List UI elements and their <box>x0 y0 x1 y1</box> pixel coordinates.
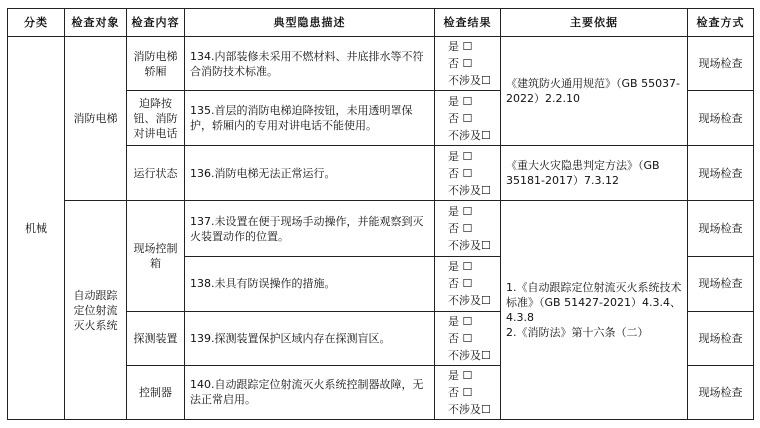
method-cell: 现场检查 <box>688 201 754 256</box>
object-cell-elevator: 消防电梯 <box>65 37 127 201</box>
hazard-cell: 138.未具有防误操作的措施。 <box>185 256 435 311</box>
object-cell-water-cannon: 自动跟踪定位射流灭火系统 <box>65 201 127 420</box>
header-category: 分类 <box>8 9 65 37</box>
result-na-checkbox[interactable]: 不涉及☐ <box>448 294 491 308</box>
result-no-checkbox[interactable]: 否 ☐ <box>448 111 473 125</box>
method-cell: 现场检查 <box>688 365 754 419</box>
basis-cell: 1.《自动跟踪定位射流灭火系统技术标准》（GB 51427-2021）4.3.4、4.3.8 2.《消防法》第十六条（二） <box>501 201 688 420</box>
method-cell: 现场检查 <box>688 91 754 146</box>
result-na-checkbox[interactable]: 不涉及☐ <box>448 183 491 197</box>
result-na-checkbox[interactable]: 不涉及☐ <box>448 74 491 88</box>
content-cell: 运行状态 <box>127 146 185 201</box>
result-na-checkbox[interactable]: 不涉及☐ <box>448 128 491 142</box>
result-no-checkbox[interactable]: 否 ☐ <box>448 57 473 71</box>
hazard-cell: 136.消防电梯无法正常运行。 <box>185 146 435 201</box>
result-yes-checkbox[interactable]: 是 ☐ <box>448 149 473 163</box>
result-na-checkbox[interactable]: 不涉及☐ <box>448 348 491 362</box>
result-na-checkbox[interactable]: 不涉及☐ <box>448 402 491 416</box>
result-cell <box>435 256 501 311</box>
hazard-cell: 135.首层的消防电梯迫降按钮，未用透明罩保护，轿厢内的专用对讲电话不能使用。 <box>185 91 435 146</box>
result-no-checkbox[interactable]: 否 ☐ <box>448 277 473 291</box>
table-row <box>8 201 754 256</box>
method-cell: 现场检查 <box>688 256 754 311</box>
result-yes-checkbox[interactable]: 是 ☐ <box>448 368 473 382</box>
content-cell: 探测装置 <box>127 311 185 365</box>
hazard-cell: 139.探测装置保护区域内存在探测盲区。 <box>185 311 435 365</box>
result-no-checkbox[interactable]: 否 ☐ <box>448 331 473 345</box>
result-cell <box>435 91 501 146</box>
header-basis: 主要依据 <box>501 9 688 37</box>
method-cell: 现场检查 <box>688 37 754 91</box>
result-cell <box>435 37 501 91</box>
result-cell <box>435 146 501 201</box>
hazard-cell: 137.未设置在便于现场手动操作，并能观察到灭火装置动作的位置。 <box>185 201 435 256</box>
header-object: 检查对象 <box>65 9 127 37</box>
header-row <box>8 9 754 37</box>
content-cell: 控制器 <box>127 365 185 419</box>
content-cell: 现场控制箱 <box>127 201 185 311</box>
hazard-cell: 134.内部装修未采用不燃材料、井底排水等不符合消防技术标准。 <box>185 37 435 91</box>
header-hazard: 典型隐患描述 <box>185 9 435 37</box>
basis-cell: 《建筑防火通用规范》（GB 55037-2022）2.2.10 <box>501 37 688 146</box>
method-cell: 现场检查 <box>688 146 754 201</box>
hazard-cell: 140.自动跟踪定位射流灭火系统控制器故障，无法正常启用。 <box>185 365 435 419</box>
result-yes-checkbox[interactable]: 是 ☐ <box>448 314 473 328</box>
hazard-checklist-table <box>7 8 754 420</box>
result-cell <box>435 365 501 419</box>
header-content: 检查内容 <box>127 9 185 37</box>
result-no-checkbox[interactable]: 否 ☐ <box>448 222 473 236</box>
result-yes-checkbox[interactable]: 是 ☐ <box>448 40 473 54</box>
content-cell: 消防电梯轿厢 <box>127 37 185 91</box>
header-result: 检查结果 <box>435 9 501 37</box>
result-yes-checkbox[interactable]: 是 ☐ <box>448 94 473 108</box>
category-cell: 机械 <box>8 37 65 420</box>
result-yes-checkbox[interactable]: 是 ☐ <box>448 205 473 219</box>
result-cell <box>435 311 501 365</box>
content-cell: 迫降按钮、消防对讲电话 <box>127 91 185 146</box>
basis-cell: 《重大火灾隐患判定方法》（GB 35181-2017）7.3.12 <box>501 146 688 201</box>
result-no-checkbox[interactable]: 否 ☐ <box>448 385 473 399</box>
method-cell: 现场检查 <box>688 311 754 365</box>
result-no-checkbox[interactable]: 否 ☐ <box>448 166 473 180</box>
header-method: 检查方式 <box>688 9 754 37</box>
result-cell <box>435 201 501 256</box>
result-na-checkbox[interactable]: 不涉及☐ <box>448 239 491 253</box>
result-yes-checkbox[interactable]: 是 ☐ <box>448 260 473 274</box>
table-row <box>8 37 754 91</box>
